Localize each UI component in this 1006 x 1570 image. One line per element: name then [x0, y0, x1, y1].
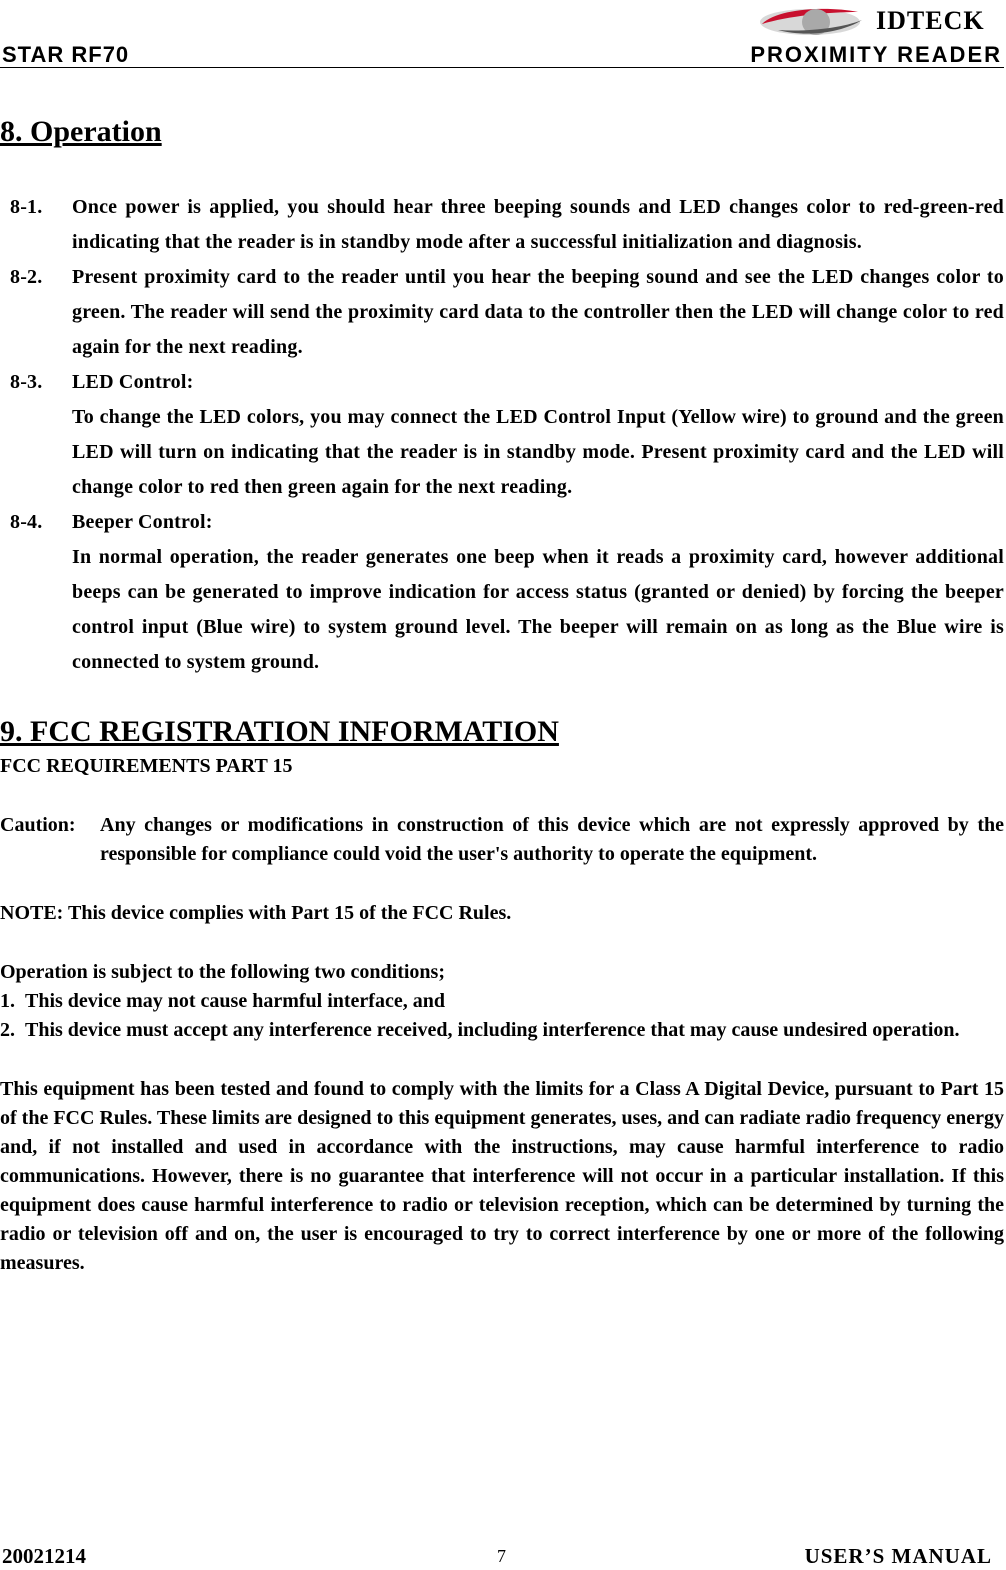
condition-item-1: [0, 987, 1004, 1016]
operation-item-text: In normal operation, the reader generates one beep when it reads a proximity card, however additional beeps can be generated to improve indication for access status (granted or denied) by forcing the beeper control input (Blue wire) to system ground level. The beeper will remain on as long as the Blue wire is connected to system ground.: [72, 546, 1004, 673]
operation-item-number: 8-2.: [10, 266, 43, 288]
header-divider: [0, 67, 1004, 68]
conditions-intro: Operation is subject to the following two conditions;: [0, 961, 445, 983]
operation-item-8-2: [0, 260, 1004, 365]
idteck-logo: [758, 2, 988, 40]
operation-item-8-4: [0, 505, 1004, 680]
page-footer: [0, 1544, 1006, 1570]
operation-item-title: Beeper Control:: [72, 511, 213, 533]
caution-label: Caution:: [0, 814, 76, 836]
fcc-note: NOTE: This device complies with Part 15 of the FCC Rules.: [0, 902, 512, 924]
footer-page-number: 7: [497, 1546, 506, 1566]
operation-item-number: 8-3.: [10, 371, 43, 393]
fcc-paragraph: This equipment has been tested and found to comply with the limits for a Class A Digital Device, pursuant to Part 15 of the FCC Rules. These limits are designed to this equipment generates, uses, and can radiate radio frequency energy and, if not installed and used in accordance with the instructions, may cause harmful interference to radio communications. However, there is no guarantee that interference will not occur in a particular installation. If this equipment does cause harmful interference to radio or television reception, which can be determined by turning the radio or television off and on, the user is encouraged to try to correct interference by one or more of the following measures.: [0, 1078, 1004, 1274]
product-category: PROXIMITY READER: [750, 42, 1002, 67]
operation-item-8-1: [0, 190, 1004, 260]
operation-heading: 8. Operation: [0, 115, 162, 148]
footer-date: 20021214: [2, 1544, 86, 1568]
operation-item-text: Present proximity card to the reader until you hear the beeping sound and see the LED changes color to green. The reader will send the proximity card data to the controller then the LED will change color to red again for the next reading.: [72, 266, 1004, 358]
logo-swoosh-icon: [758, 2, 868, 40]
operation-item-text: Once power is applied, you should hear three beeping sounds and LED changes color to red-green-red indicating that the reader is in standby mode after a successful initialization and diagnosis.: [72, 196, 1004, 253]
caution-block: [0, 811, 1004, 869]
operation-item-number: 8-1.: [10, 196, 43, 218]
fcc-requirements: FCC REQUIREMENTS PART 15: [0, 755, 293, 777]
fcc-heading: 9. FCC REGISTRATION INFORMATION: [0, 715, 559, 748]
condition-text: This device may not cause harmful interface, and: [25, 990, 445, 1012]
condition-number: 2.: [0, 1019, 15, 1041]
operation-item-number: 8-4.: [10, 511, 43, 533]
operation-item-title: LED Control:: [72, 371, 194, 393]
caution-text: Any changes or modifications in construction of this device which are not expressly approved by the responsible for compliance could void the user's authority to operate the equipment.: [100, 814, 1004, 865]
condition-number: 1.: [0, 990, 15, 1012]
product-name: STAR RF70: [2, 42, 130, 67]
logo-wordmark: IDTECK: [876, 6, 985, 35]
operation-item-8-3: [0, 365, 1004, 505]
condition-item-2: [0, 1016, 1004, 1045]
operation-list: [0, 190, 1004, 680]
page-header: [0, 0, 1006, 70]
condition-text: This device must accept any interference received, including interference that may cause undesired operation.: [25, 1019, 960, 1041]
page-content: [0, 112, 1004, 1278]
footer-manual: USER’S MANUAL: [804, 1544, 992, 1568]
operation-item-text: To change the LED colors, you may connect the LED Control Input (Yellow wire) to ground and the green LED will turn on indicating that the reader is in standby mode. Present proximity card and the LED will change color to red then green again for the next reading.: [72, 406, 1004, 498]
